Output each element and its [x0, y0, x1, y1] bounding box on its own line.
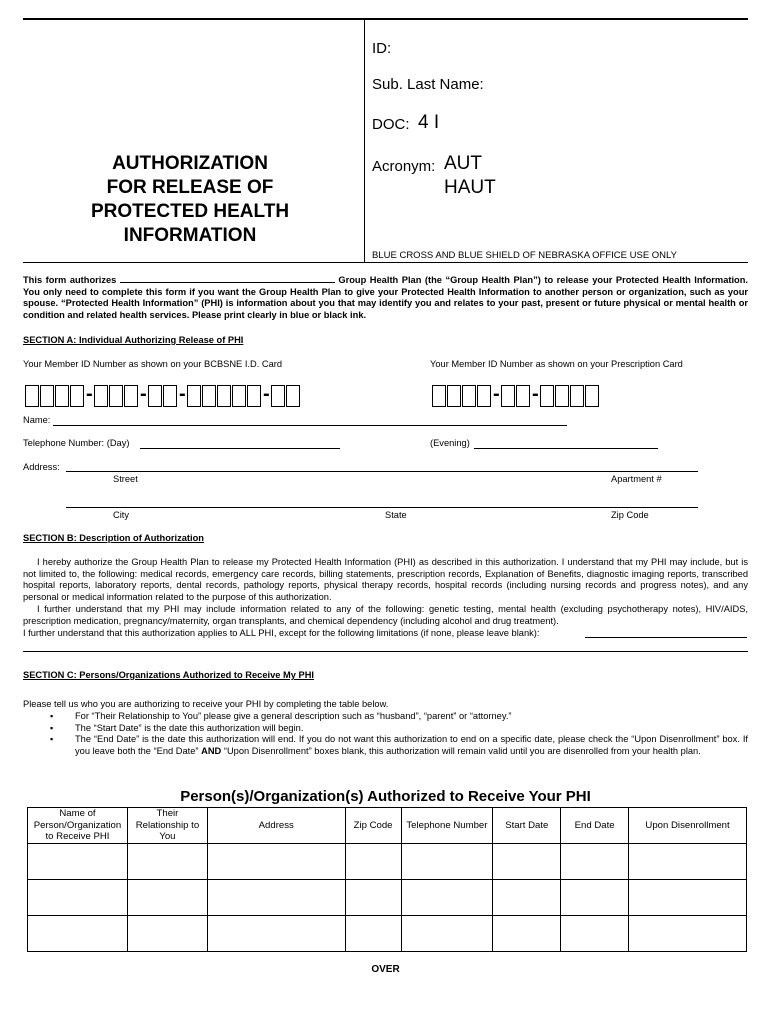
header-top-rule — [23, 18, 748, 20]
id-digit-box[interactable] — [447, 385, 461, 407]
id-digit-box[interactable] — [540, 385, 554, 407]
table-cell[interactable] — [345, 915, 401, 951]
section-a-heading: SECTION A: Individual Authorizing Release of PHI — [23, 335, 244, 345]
col-header-end-date: End Date — [561, 808, 629, 844]
name-label: Name: — [23, 415, 51, 425]
intro-paragraph — [23, 274, 748, 321]
phone-evening-field[interactable] — [474, 448, 658, 449]
table-cell[interactable] — [207, 843, 345, 879]
instruction-item: ▪ The “End Date” is the date this authorization will end. If you do not want this authorization to end on a specific date, please check the “Upon Disenrollment” box. If you leave both the “End Date” AND “Upon Disenrollment” boxes blank, this authorization will remain valid until you are disenrolled from your health plan. — [50, 734, 748, 757]
id-digit-box[interactable] — [585, 385, 599, 407]
authorized-recipients-table — [27, 807, 747, 952]
table-cell[interactable] — [207, 879, 345, 915]
table-cell[interactable] — [401, 915, 493, 951]
table-cell[interactable] — [207, 915, 345, 951]
limitations-label: I further understand that this authorization applies to ALL PHI, except for the following limitations (if none, please leave blank): — [23, 628, 540, 638]
id-digit-box[interactable] — [570, 385, 584, 407]
table-cell[interactable] — [493, 879, 561, 915]
table-row — [28, 879, 747, 915]
over-label: OVER — [371, 964, 400, 975]
table-cell[interactable] — [28, 879, 128, 915]
table-cell[interactable] — [28, 843, 128, 879]
form-title-line-3: PROTECTED HEALTH — [90, 201, 290, 222]
phone-day-field[interactable] — [140, 448, 340, 449]
limitations-field[interactable] — [585, 637, 747, 638]
street-field[interactable] — [66, 471, 698, 472]
table-cell[interactable] — [629, 879, 747, 915]
col-header-name: Name of Person/Organization to Receive PHI — [28, 808, 128, 844]
id-digit-box[interactable] — [124, 385, 138, 407]
zip-label: Zip Code — [611, 510, 649, 520]
city-state-zip-field[interactable] — [66, 507, 698, 508]
id-digit-box[interactable] — [217, 385, 231, 407]
table-cell[interactable] — [561, 879, 629, 915]
id-label: ID: — [372, 40, 392, 57]
id-digit-box[interactable] — [202, 385, 216, 407]
id-separator: - — [179, 383, 186, 405]
form-title-line-1: AUTHORIZATION — [112, 153, 268, 174]
id-digit-box[interactable] — [55, 385, 69, 407]
id-digit-box[interactable] — [187, 385, 201, 407]
office-use-note: BLUE CROSS AND BLUE SHIELD OF NEBRASKA OFFICE USE ONLY — [372, 250, 677, 261]
table-cell[interactable] — [629, 843, 747, 879]
id-digit-box[interactable] — [477, 385, 491, 407]
id-separator: - — [263, 383, 270, 405]
table-cell[interactable] — [127, 915, 207, 951]
id-digit-box[interactable] — [94, 385, 108, 407]
plan-name-field[interactable] — [120, 274, 335, 283]
table-cell[interactable] — [493, 843, 561, 879]
street-label: Street — [113, 474, 138, 484]
doc-label: DOC: — [372, 116, 410, 133]
table-row — [28, 843, 747, 879]
table-cell[interactable] — [345, 843, 401, 879]
acronym-value-2: HAUT — [444, 177, 496, 198]
header-bottom-rule — [23, 262, 748, 263]
id-digit-box[interactable] — [232, 385, 246, 407]
instructions-list — [50, 711, 748, 757]
acronym-value-1: AUT — [444, 153, 482, 174]
doc-value: 4 I — [418, 112, 440, 133]
id-separator: - — [86, 383, 93, 405]
table-title: Person(s)/Organization(s) Authorized to Receive Your PHI — [180, 788, 591, 805]
authorization-paragraph-1: I hereby authorize the Group Health Plan to release my Protected Health Information (PHI) as described in this authorization. I understand that my PHI may include, but is not limited to, the following: medical records, emergency care records, billing statements, prescription records, Explanation of Benefits, diagnostic imaging reports, transcribed hospital reports, laboratory reports, dental records, pathology reports, physical therapy records, hospital records (including nursing records and progress notes), and any personal or medical information related to the purpose of this authorization. — [23, 557, 748, 602]
section-c-intro: Please tell us who you are authorizing to receive your PHI by completing the table below. — [23, 699, 389, 709]
table-cell[interactable] — [561, 843, 629, 879]
acronym-label: Acronym: — [372, 158, 436, 175]
id-digit-box[interactable] — [555, 385, 569, 407]
col-header-upon-disenrollment: Upon Disenrollment — [629, 808, 747, 844]
id-digit-box[interactable] — [25, 385, 39, 407]
id-separator: - — [493, 383, 500, 405]
id-separator: - — [532, 383, 539, 405]
id-digit-box[interactable] — [501, 385, 515, 407]
table-cell[interactable] — [345, 879, 401, 915]
id-digit-box[interactable] — [247, 385, 261, 407]
id-digit-box[interactable] — [109, 385, 123, 407]
apartment-label: Apartment # — [611, 474, 662, 484]
state-label: State — [385, 510, 407, 520]
table-cell[interactable] — [493, 915, 561, 951]
col-header-relationship: Their Relationship to You — [127, 808, 207, 844]
id-digit-box[interactable] — [40, 385, 54, 407]
address-label: Address: — [23, 462, 60, 472]
id-digit-box[interactable] — [163, 385, 177, 407]
table-cell[interactable] — [127, 879, 207, 915]
id-digit-box[interactable] — [432, 385, 446, 407]
id-digit-box[interactable] — [462, 385, 476, 407]
id-digit-box[interactable] — [148, 385, 162, 407]
table-header-row — [28, 808, 747, 844]
rx-id-label: Your Member ID Number as shown on your Prescription Card — [430, 359, 683, 369]
table-cell[interactable] — [561, 915, 629, 951]
instruction-item: ▪ For “Their Relationship to You” please give a general description such as “husband”, “parent” or “attorney.” — [50, 711, 748, 723]
id-separator: - — [140, 383, 147, 405]
table-row — [28, 915, 747, 951]
form-title-line-4: INFORMATION — [123, 225, 257, 246]
phone-day-label: Telephone Number: (Day) — [23, 438, 130, 448]
sub-last-name-label: Sub. Last Name: — [372, 76, 484, 93]
header-divider — [364, 18, 365, 262]
section-b-heading: SECTION B: Description of Authorization — [23, 533, 204, 543]
id-digit-box[interactable] — [286, 385, 300, 407]
id-digit-box[interactable] — [271, 385, 285, 407]
id-digit-box[interactable] — [516, 385, 530, 407]
phone-evening-label: (Evening) — [430, 438, 470, 448]
col-header-start-date: Start Date — [493, 808, 561, 844]
table-cell[interactable] — [28, 915, 128, 951]
table-cell[interactable] — [401, 879, 493, 915]
instruction-item: ▪ The “Start Date” is the date this authorization will begin. — [50, 723, 748, 735]
table-cell[interactable] — [401, 843, 493, 879]
intro-body: Group Health Plan (the “Group Health Plan”) to release your Protected Health Information. You only need to complete this form if you want the Group Health Plan to give your Protected Health Information to another person or organization, such as your spouse. “Protected Health Information” (PHI) is information about you that may identify you and relates to your past, present or future physical or mental health or condition and related health services. Please print clearly in blue or black ink. — [23, 275, 748, 320]
table-cell[interactable] — [127, 843, 207, 879]
section-c-heading: SECTION C: Persons/Organizations Authorized to Receive My PHI — [23, 670, 315, 680]
limitations-field-line-2[interactable] — [23, 651, 748, 652]
name-field[interactable] — [53, 425, 567, 426]
form-title-line-2: FOR RELEASE OF — [106, 177, 274, 198]
intro-lead: This form authorizes — [23, 275, 117, 285]
col-header-address: Address — [207, 808, 345, 844]
member-id-label: Your Member ID Number as shown on your BCBSNE I.D. Card — [23, 359, 283, 369]
col-header-telephone: Telephone Number — [401, 808, 493, 844]
id-digit-box[interactable] — [70, 385, 84, 407]
city-label: City — [113, 510, 130, 520]
authorization-paragraph-2: I further understand that my PHI may include information related to any of the following: genetic testing, mental health (excluding psychotherapy notes), HIV/AIDS, prescription medication, pregnancy/maternity, organ transplants, and chemical dependency (including alcohol and drug treatment). — [23, 604, 748, 626]
table-cell[interactable] — [629, 915, 747, 951]
col-header-zip: Zip Code — [345, 808, 401, 844]
